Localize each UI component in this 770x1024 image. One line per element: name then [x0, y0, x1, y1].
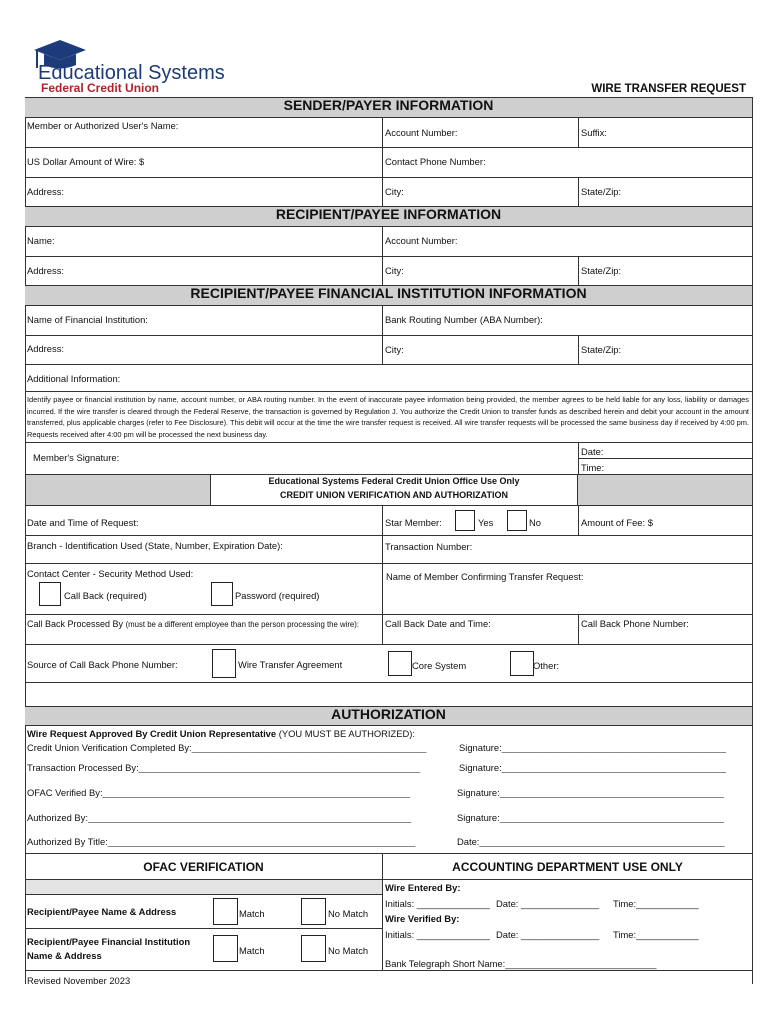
time-2-field[interactable]: Time:____________ — [613, 929, 699, 940]
recipient-address-field[interactable]: Address: — [27, 265, 64, 276]
amount-field[interactable]: US Dollar Amount of Wire: $ — [27, 156, 145, 167]
time-1-field[interactable]: Time:____________ — [613, 898, 699, 909]
call-back-label: Call Back (required) — [64, 590, 147, 601]
logo-line-2: Federal Credit Union — [41, 81, 160, 95]
recipient-account-number-field[interactable]: Account Number: — [385, 235, 458, 246]
signature-time-field[interactable]: Time: — [581, 462, 605, 473]
request-date-time-field[interactable]: Date and Time of Request: — [27, 517, 139, 528]
ofac-row-1-no-match-checkbox[interactable] — [301, 898, 326, 925]
star-member-label: Star Member: — [385, 517, 442, 528]
sender-city-field[interactable]: City: — [385, 186, 404, 197]
additional-info-field[interactable]: Additional Information: — [27, 373, 121, 384]
fee-field[interactable]: Amount of Fee: $ — [581, 517, 653, 528]
agreement-label: Wire Transfer Agreement — [238, 659, 343, 670]
core-system-checkbox[interactable] — [388, 651, 412, 676]
sender-state-zip-field[interactable]: State/Zip: — [581, 186, 622, 197]
institution-city-field[interactable]: City: — [385, 344, 404, 355]
processed-by-label: Call Back Processed By — [27, 619, 124, 629]
suffix-field[interactable]: Suffix: — [581, 127, 607, 138]
accounting-heading: ACCOUNTING DEPARTMENT USE ONLY — [452, 860, 683, 874]
logo — [30, 38, 230, 98]
signature-2-field[interactable]: Signature:___________________________________________ — [459, 762, 726, 773]
institution-state-zip-field[interactable]: State/Zip: — [581, 344, 622, 355]
ofac-row-1-match-label: Match — [239, 908, 265, 919]
authorized-title-field[interactable]: Authorized By Title:___________________________________________________________ — [27, 836, 416, 847]
ofac-row-2-label-b: Name & Address — [27, 950, 102, 961]
telegraph-name-field[interactable]: Bank Telegraph Short Name:_____________________________ — [385, 958, 657, 969]
verification-field[interactable]: Credit Union Verification Completed By:_____________________________________________ — [27, 742, 427, 753]
transaction-number-field[interactable]: Transaction Number: — [385, 541, 473, 552]
initials-2-field[interactable]: Initials: ______________ — [385, 929, 490, 940]
core-system-label: Core System — [412, 660, 467, 671]
ofac-row-1-label: Recipient/Payee Name & Address — [27, 906, 177, 917]
authorization-date-field[interactable]: Date:_______________________________________________ — [457, 836, 725, 847]
other-label: Other: — [533, 660, 560, 671]
signature-date-field[interactable]: Date: — [581, 446, 604, 457]
password-checkbox[interactable] — [211, 582, 233, 606]
wire-entered-label: Wire Entered By: — [385, 882, 461, 893]
ofac-heading: OFAC VERIFICATION — [143, 860, 264, 874]
no-label: No — [529, 517, 541, 528]
recipient-state-zip-field[interactable]: State/Zip: — [581, 265, 622, 276]
member-name-field[interactable]: Member or Authorized User's Name: — [27, 120, 179, 131]
approved-line — [27, 728, 415, 739]
date-1-field[interactable]: Date: _______________ — [496, 898, 600, 909]
processed-by-field[interactable] — [27, 617, 379, 632]
ofac-row-1-no-match-label: No Match — [328, 908, 369, 919]
logo-line-1: Educational Systems — [38, 62, 225, 84]
sender-address-field[interactable]: Address: — [27, 186, 64, 197]
confirming-member-field[interactable]: Name of Member Confirming Transfer Request: — [386, 571, 584, 582]
member-signature-field[interactable]: Member's Signature: — [33, 452, 120, 463]
recipient-city-field[interactable]: City: — [385, 265, 404, 276]
processed-by-name-field[interactable]: Transaction Processed By:______________________________________________________ — [27, 762, 421, 773]
yes-label: Yes — [478, 517, 494, 528]
authorization-heading: AUTHORIZATION — [331, 706, 446, 722]
call-back-date-time-field[interactable]: Call Back Date and Time: — [385, 618, 491, 629]
password-label: Password (required) — [235, 590, 320, 601]
signature-4-field[interactable]: Signature:___________________________________________ — [457, 812, 724, 823]
recipient-heading: RECIPIENT/PAYEE INFORMATION — [275, 206, 502, 222]
call-back-checkbox[interactable] — [39, 582, 61, 606]
ofac-row-2-no-match-label: No Match — [328, 945, 369, 956]
ofac-row-2-label-a: Recipient/Payee Financial Institution — [27, 936, 191, 947]
routing-number-field[interactable]: Bank Routing Number (ABA Number): — [385, 314, 543, 325]
sender-account-number-field[interactable]: Account Number: — [385, 127, 458, 138]
date-2-field[interactable]: Date: _______________ — [496, 929, 600, 940]
ofac-row-2-match-checkbox[interactable] — [213, 935, 238, 962]
revised-note: Revised November 2023 — [27, 975, 131, 986]
contact-center-label: Contact Center - Security Method Used: — [27, 568, 194, 579]
ofac-row-2-no-match-checkbox[interactable] — [301, 935, 326, 962]
ofac-verified-field[interactable]: OFAC Verified By:___________________________________________________________ — [27, 787, 411, 798]
sender-heading: SENDER/PAYER INFORMATION — [283, 97, 494, 113]
ofac-row-2-match-label: Match — [239, 945, 265, 956]
institution-name-field[interactable]: Name of Financial Institution: — [27, 314, 148, 325]
institution-address-field[interactable]: Address: — [27, 343, 64, 354]
source-label: Source of Call Back Phone Number: — [27, 659, 178, 670]
agreement-checkbox[interactable] — [212, 649, 236, 678]
contact-phone-field[interactable]: Contact Phone Number: — [385, 156, 486, 167]
star-member-no-checkbox[interactable] — [507, 510, 527, 531]
form-title: WIRE TRANSFER REQUEST — [591, 83, 746, 95]
approved-label: Wire Request Approved By Credit Union Representative — [27, 728, 277, 739]
ofac-row-1-match-checkbox[interactable] — [213, 898, 238, 925]
initials-1-field[interactable]: Initials: ______________ — [385, 898, 490, 909]
signature-1-field[interactable]: Signature:___________________________________________ — [459, 742, 726, 753]
wire-verified-label: Wire Verified By: — [385, 913, 460, 924]
office-use-line-1: Educational Systems Federal Credit Union Office Use Only — [268, 476, 520, 486]
institution-heading: RECIPIENT/PAYEE FINANCIAL INSTITUTION INFORMATION — [190, 285, 587, 301]
other-checkbox[interactable] — [510, 651, 534, 676]
approved-note: (YOU MUST BE AUTHORIZED): — [278, 728, 416, 739]
processed-by-note: (must be a different employee than the person processing the wire): — [125, 620, 360, 629]
branch-id-field[interactable]: Branch - Identification Used (State, Number, Expiration Date): — [27, 540, 283, 551]
recipient-name-field[interactable]: Name: — [27, 235, 55, 246]
call-back-phone-field[interactable]: Call Back Phone Number: — [581, 618, 689, 629]
disclaimer-text: Identify payee or financial institution by name, account number, or ABA routing number. In the event of inaccurate payee information being provided, the member agrees to be held liable for any loss, liability or damages incurred. If the wire transfer is cleared through the Federal Reserve, the transaction is governed by Regulation J. You authorize the Credit Union to transfer funds as described herein and debit your account in the amount transferred, plus applicable charges (refer to Fee Disclosure). This debit will occur at the time the wire transfer request is received. All wire transfer requests will be processed the same business day if received by 4:00 pm. Requests received after 4:00 pm will be processed the next business day. — [27, 395, 749, 439]
star-member-yes-checkbox[interactable] — [455, 510, 475, 531]
signature-3-field[interactable]: Signature:___________________________________________ — [457, 787, 724, 798]
authorized-by-field[interactable]: Authorized By:______________________________________________________________ — [27, 812, 412, 823]
office-use-line-2: CREDIT UNION VERIFICATION AND AUTHORIZATION — [280, 490, 508, 500]
